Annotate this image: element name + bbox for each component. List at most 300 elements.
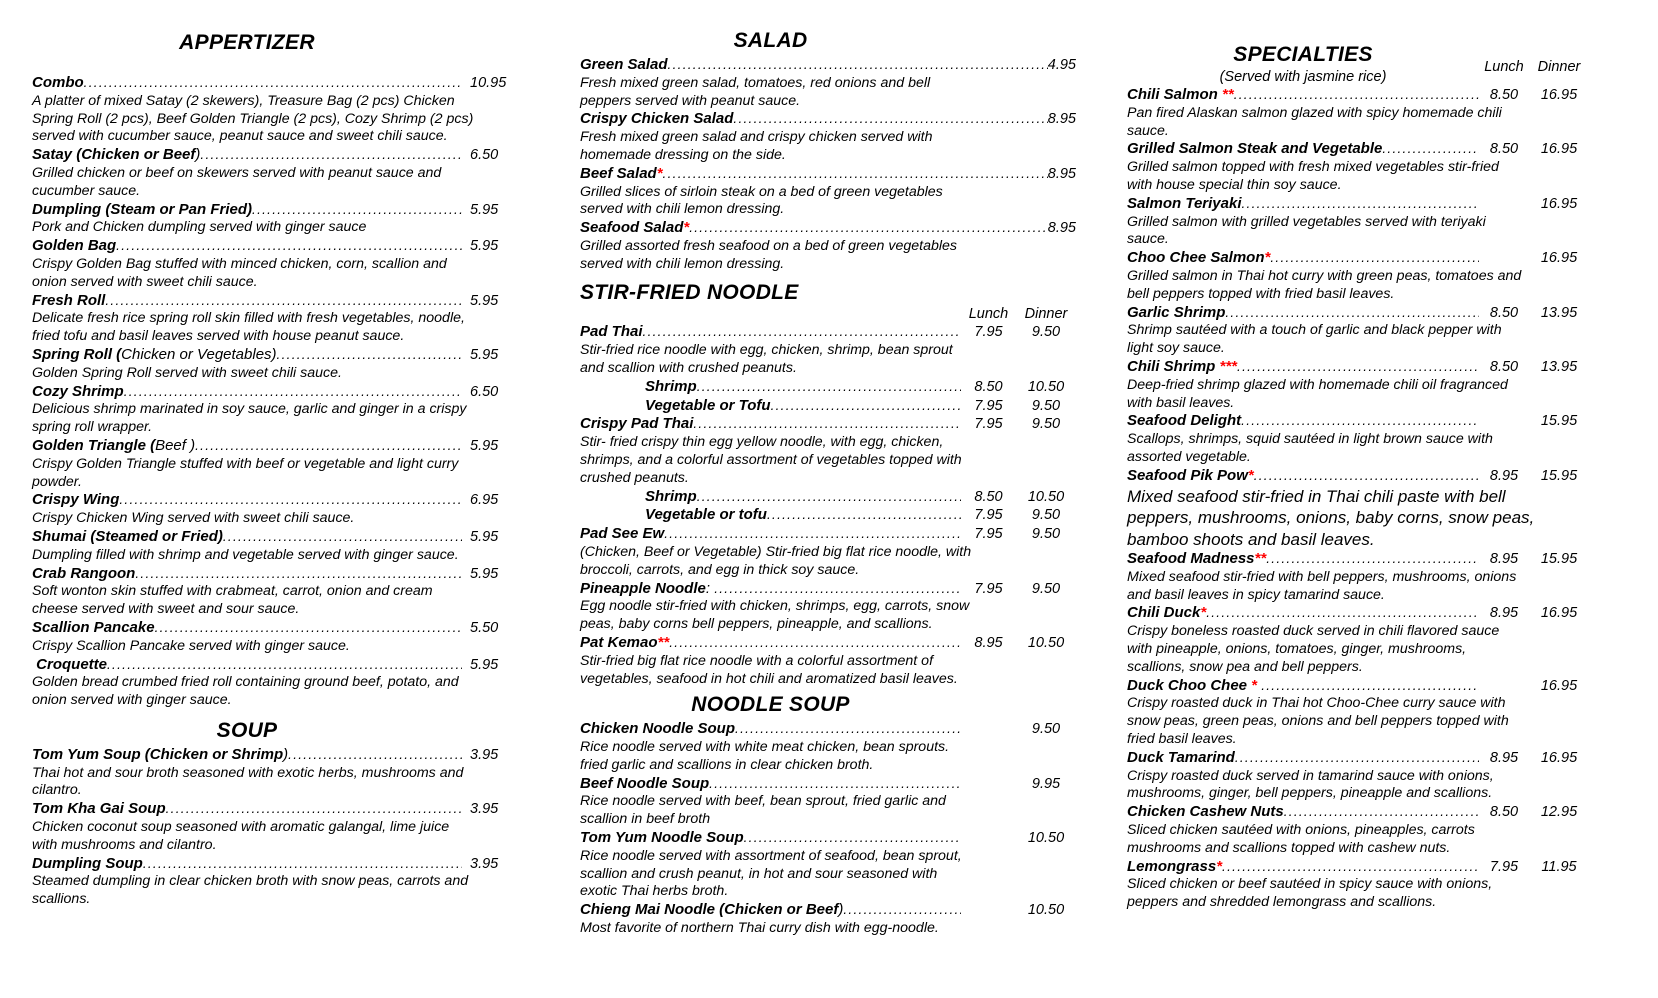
item-name: Crab Rangoon — [32, 564, 136, 582]
item-name-group — [32, 619, 155, 637]
item-name: Croquette — [32, 655, 107, 673]
item-name-secondary: Beef ) — [155, 436, 196, 454]
menu-item — [580, 506, 1076, 525]
item-name: Crispy Pad Thai — [580, 415, 694, 433]
item-description: Rice noodle served with white meat chicken, bean sprouts. fried garlic and scallions in clear chicken broth. — [580, 739, 950, 773]
item-description: Stir-fried big flat rice noodle with a colorful assortment of vegetables, seafood in hot chili and aromatized basil leaves. — [580, 652, 958, 687]
item-price-dinner: 9.50 — [1031, 526, 1061, 543]
item-row — [32, 746, 548, 765]
dot-leader — [1266, 550, 1479, 568]
item-row — [580, 580, 1076, 599]
menu-item — [580, 323, 1076, 377]
item-row — [32, 437, 548, 456]
item-name: Golden Triangle ( — [32, 436, 156, 454]
item-name-group — [645, 506, 767, 524]
item-name-group — [32, 746, 288, 764]
dot-leader — [1270, 249, 1479, 267]
menu-item — [580, 397, 1076, 416]
item-description: (Chicken, Beef or Vegetable) Stir-fried big flat rice noodle, with broccoli, carrots, and egg in thick soy sauce. — [580, 543, 972, 578]
item-name-group — [32, 74, 84, 92]
item-name-group — [1127, 86, 1234, 104]
item-description: Fresh mixed green salad, tomatoes, red onions and bell peppers served with peanut sauce. — [580, 74, 931, 109]
menu-item — [32, 346, 548, 383]
dot-leader — [697, 378, 961, 396]
menu-column-left — [32, 0, 548, 909]
dot-leader — [135, 565, 462, 583]
menu-item — [580, 488, 1076, 507]
item-description: Golden Spring Roll served with sweet chili sauce. — [32, 364, 342, 381]
menu-item — [32, 746, 548, 800]
item-price-lunch: 8.50 — [974, 378, 1003, 395]
item-description: Most favorite of northern Thai curry dish with egg-noodle. — [580, 920, 939, 937]
item-name-group — [1127, 550, 1266, 568]
item-row — [32, 292, 548, 311]
dot-leader — [1284, 803, 1479, 821]
menu-item — [1127, 749, 1589, 803]
menu-item — [32, 800, 548, 854]
item-description: Golden bread crumbed fried roll containing ground beef, potato, and onion served with ginger sauce. — [32, 674, 459, 709]
item-row — [1127, 858, 1589, 877]
item-name-group — [32, 146, 200, 164]
item-name-group — [1127, 249, 1270, 267]
item-spice-asterisks: * — [1200, 604, 1207, 622]
item-name: Beef Salad — [580, 164, 657, 182]
item-name-group — [32, 528, 223, 546]
item-name-group — [32, 201, 252, 219]
item-price-dinner: 10.50 — [1027, 488, 1065, 505]
menu-item — [32, 491, 548, 528]
dot-leader — [143, 855, 462, 873]
item-name: Pineapple Noodle — [580, 579, 706, 597]
item-price-lunch: 8.95 — [1489, 749, 1519, 766]
item-name-group — [580, 829, 744, 847]
menu-item — [32, 74, 548, 146]
dot-leader — [693, 415, 961, 433]
item-name-group — [1127, 140, 1382, 158]
item-row — [580, 775, 1076, 794]
item-price-lunch: 8.50 — [1489, 141, 1519, 158]
item-row — [1127, 749, 1589, 768]
item-price: 5.95 — [470, 238, 499, 255]
item-row — [580, 525, 1076, 544]
item-price-dinner: 16.95 — [1540, 87, 1578, 103]
menu-item — [32, 656, 548, 710]
dot-leader — [1235, 749, 1479, 767]
section-title: APPERTIZER — [179, 31, 315, 54]
menu-item — [1127, 249, 1589, 303]
item-description: Deep-fried shrimp glazed with homemade chili oil fragranced with basil leaves. — [1127, 376, 1508, 411]
dot-leader — [252, 201, 462, 219]
item-row — [32, 146, 548, 165]
item-price-lunch: 8.50 — [1489, 358, 1519, 375]
price-header-dinner: Dinner — [1024, 305, 1068, 322]
item-name-group — [1127, 677, 1261, 695]
item-name: Vegetable or Tofu — [645, 396, 771, 414]
section-subtitle: (Served with jasmine rice) — [1219, 69, 1387, 85]
item-name: Garlic Shrimp — [1127, 303, 1226, 321]
dot-leader — [714, 580, 961, 598]
item-spice-asterisks: ** — [1254, 550, 1267, 568]
item-description: Delicate fresh rice spring roll skin filled with fresh vegetables, noodle, fried tofu and basil leaves served with house peanut sauce. — [32, 310, 465, 345]
dot-leader — [669, 634, 961, 652]
item-price-dinner: 12.95 — [1540, 804, 1578, 821]
item-row — [1127, 195, 1589, 214]
item-name-secondary: ) — [195, 146, 201, 164]
item-row — [580, 488, 1076, 507]
item-row — [580, 506, 1076, 525]
item-price-dinner: 16.95 — [1540, 749, 1578, 766]
item-row — [32, 565, 548, 584]
item-row — [32, 346, 548, 365]
item-name: Chili Salmon — [1127, 86, 1218, 103]
item-name-group — [32, 437, 195, 455]
item-name-group — [1127, 604, 1206, 622]
item-name-group — [580, 415, 693, 433]
item-name: Chieng Mai Noodle (Chicken or Beef — [580, 901, 839, 919]
item-description: Grilled salmon in Thai hot curry with green peas, tomatoes and bell peppers topped with fried basil leaves. — [1127, 267, 1522, 302]
item-row — [1127, 412, 1589, 431]
item-spice-asterisks: *** — [1215, 357, 1238, 375]
item-name-group — [580, 580, 714, 598]
item-name: Dumpling (Steam or Pan Fried) — [32, 200, 253, 218]
item-price: 10.95 — [470, 75, 507, 91]
item-description: Mixed seafood stir-fried with bell peppers, mushrooms, onions and basil leaves in spicy tamarind sauce. — [1127, 568, 1517, 603]
item-price-dinner: 9.95 — [1031, 775, 1061, 792]
item-row — [32, 656, 548, 675]
item-description: Grilled assorted fresh seafood on a bed of green vegetables served with chili lemon dressing. — [580, 237, 958, 272]
item-price-dinner: 13.95 — [1540, 304, 1578, 321]
item-row — [32, 528, 548, 547]
item-name-group — [32, 855, 143, 873]
item-price-dinner: 10.50 — [1027, 902, 1065, 919]
item-price-dinner: 16.95 — [1540, 677, 1578, 694]
item-name: Seafood Madness — [1127, 550, 1255, 568]
item-price-dinner: 15.95 — [1540, 413, 1578, 430]
menu-item — [1127, 304, 1589, 358]
item-description: Grilled slices of sirloin steak on a bed of green vegetables served with chili lemon dressing. — [580, 183, 943, 218]
dot-leader — [843, 901, 961, 919]
section-title: SALAD — [733, 29, 808, 52]
item-description: Crispy roasted duck served in tamarind sauce with onions, mushrooms, ginger, bell peppers, pineapple and scallions. — [1127, 767, 1494, 802]
item-name: Golden Bag — [32, 237, 117, 255]
item-name-group — [1127, 358, 1237, 376]
item-name-group — [580, 56, 668, 74]
item-price-dinner: 16.95 — [1540, 195, 1578, 212]
menu-section — [32, 30, 548, 710]
menu-item — [32, 855, 548, 909]
menu-item — [32, 528, 548, 565]
dot-leader — [1206, 604, 1479, 622]
menu-item — [32, 565, 548, 619]
item-name-group — [580, 901, 843, 919]
dot-leader — [1241, 412, 1479, 430]
item-name-group — [32, 656, 107, 674]
item-name-secondary: : — [705, 579, 715, 597]
item-description: Crispy Chicken Wing served with sweet chili sauce. — [32, 510, 355, 527]
menu-item — [1127, 550, 1589, 604]
item-price: 5.95 — [470, 565, 499, 582]
item-row — [1127, 358, 1589, 377]
menu-item — [580, 56, 1076, 110]
item-row — [580, 901, 1076, 920]
item-description: Pan fired Alaskan salmon glazed with spicy homemade chili sauce. — [1127, 104, 1502, 139]
item-row — [1127, 550, 1589, 569]
item-name: Shrimp — [645, 487, 697, 505]
dot-leader — [1261, 677, 1479, 695]
dot-leader — [697, 488, 961, 506]
item-row — [1127, 803, 1589, 822]
dot-leader — [119, 491, 462, 509]
item-description: Stir-fried rice noodle with egg, chicken, shrimp, bean sprout and scallion with crushed peanuts. — [580, 342, 953, 376]
item-description: Chicken coconut soup seasoned with aromatic galangal, lime juice with mushrooms and cilantro. — [32, 819, 450, 853]
item-name: Fresh Roll — [32, 291, 106, 309]
item-name-group — [32, 491, 119, 509]
menu-item — [32, 292, 548, 346]
item-description: Delicious shrimp marinated in soy sauce, garlic and ginger in a crispy spring roll wrapper. — [32, 401, 467, 436]
menu-item — [32, 437, 548, 491]
item-price: 5.95 — [470, 201, 499, 218]
item-name: Grilled Salmon Steak and Vegetable — [1127, 140, 1383, 158]
item-price: 6.50 — [470, 147, 499, 164]
item-name: Green Salad — [580, 56, 668, 73]
item-name: Duck Choo Chee — [1127, 676, 1248, 694]
item-price-lunch: 8.95 — [1489, 551, 1519, 568]
item-price-lunch: 7.95 — [974, 416, 1003, 433]
item-row — [32, 619, 548, 638]
item-name: Salmon Teriyaki — [1127, 194, 1242, 212]
item-description: Scallops, shrimps, squid sautéed in light brown sauce with assorted vegetable. — [1127, 431, 1493, 465]
item-name: Chili Shrimp — [1127, 357, 1216, 375]
section-title: SPECIALTIES — [1233, 43, 1373, 66]
item-name-secondary: ) — [838, 901, 844, 919]
dot-leader — [1242, 195, 1480, 213]
menu-item — [1127, 358, 1589, 412]
item-name: Tom Kha Gai Soup — [32, 800, 166, 818]
menu-item — [1127, 86, 1589, 140]
item-price: 5.95 — [470, 437, 499, 454]
menu-section — [1127, 42, 1589, 912]
item-row — [580, 634, 1076, 653]
dot-leader — [771, 397, 961, 415]
item-name: Lemongrass — [1127, 857, 1217, 875]
item-row — [580, 165, 1076, 184]
item-name: Beef Noodle Soup — [580, 774, 710, 792]
item-row — [32, 800, 548, 819]
item-description: Dumpling filled with shrimp and vegetable served with ginger sauce. — [32, 546, 459, 563]
item-price-dinner: 10.50 — [1027, 378, 1065, 395]
menu-item — [1127, 467, 1589, 550]
item-price-lunch: 7.95 — [974, 397, 1003, 414]
item-name: Shrimp — [645, 377, 697, 395]
dot-leader — [668, 56, 1048, 74]
menu-item — [32, 201, 548, 238]
dot-leader — [107, 656, 462, 674]
item-name-group — [580, 323, 643, 341]
item-price-dinner: 13.95 — [1540, 358, 1578, 375]
dot-leader — [288, 746, 462, 764]
item-name: Pat Kemao — [580, 633, 658, 651]
item-row — [580, 397, 1076, 416]
item-name: Pad Thai — [580, 323, 643, 341]
item-price-dinner: 9.50 — [1031, 324, 1061, 341]
dot-leader — [124, 383, 462, 401]
item-name-group — [1127, 858, 1222, 876]
item-price-dinner: 16.95 — [1540, 250, 1578, 267]
item-row — [580, 219, 1076, 238]
item-price-lunch: 8.50 — [1489, 304, 1519, 321]
dot-leader — [200, 146, 462, 164]
item-name-group — [580, 634, 669, 652]
item-spice-asterisks: * — [1264, 249, 1271, 267]
item-name-group — [32, 346, 277, 364]
item-price: 5.95 — [470, 346, 499, 363]
item-description: Crispy Golden Bag stuffed with minced chicken, corn, scallion and onion served with sweet chili sauce. — [32, 255, 447, 290]
item-row — [1127, 140, 1589, 159]
item-spice-asterisks: * — [1247, 676, 1262, 694]
item-description: Grilled salmon with grilled vegetables served with teriyaki sauce. — [1127, 213, 1486, 248]
menu-section — [580, 280, 1076, 689]
item-description: Mixed seafood stir-fried in Thai chili paste with bell peppers, mushrooms, onions, baby corns, snow peas, bamboo shoots and basil leaves. — [1127, 486, 1535, 549]
item-name: Tom Yum Noodle Soup — [580, 829, 744, 847]
menu-item — [580, 165, 1076, 219]
menu-item — [32, 383, 548, 437]
menu-section — [580, 692, 1076, 938]
item-row — [1127, 467, 1589, 486]
item-row — [1127, 604, 1589, 623]
dot-leader — [663, 165, 1048, 183]
item-price: 4.95 — [1047, 57, 1076, 73]
item-price-dinner: 16.95 — [1540, 141, 1578, 158]
section-title-wrap — [1127, 42, 1479, 86]
item-row — [1127, 86, 1589, 105]
item-row — [580, 323, 1076, 342]
menu-item — [32, 146, 548, 200]
menu-item — [580, 415, 1076, 487]
dot-leader — [735, 720, 961, 738]
item-name-group — [32, 292, 105, 310]
item-price-dinner: 11.95 — [1541, 858, 1577, 875]
item-name: Crispy Chicken Salad — [580, 110, 734, 128]
dot-leader — [767, 506, 961, 524]
item-name-group — [32, 565, 135, 583]
section-header — [1127, 42, 1589, 86]
menu-item — [32, 619, 548, 656]
menu-item — [580, 901, 1076, 938]
dot-leader — [1382, 140, 1479, 158]
item-name-group — [580, 775, 709, 793]
item-name: Combo — [32, 74, 84, 91]
item-name: Duck Tamarind — [1127, 748, 1235, 766]
item-price: 3.95 — [470, 855, 499, 872]
price-header-row — [580, 306, 1076, 324]
item-name-group — [580, 165, 663, 183]
item-price-lunch: 8.95 — [1489, 467, 1519, 484]
item-price-lunch: 8.50 — [974, 488, 1003, 505]
item-description: Crispy Golden Triangle stuffed with beef or vegetable and light curry powder. — [32, 455, 459, 490]
dot-leader — [223, 528, 462, 546]
item-spice-asterisks: * — [656, 164, 663, 182]
item-price: 8.95 — [1047, 165, 1076, 182]
item-price-dinner: 9.50 — [1031, 721, 1061, 738]
dot-leader — [733, 110, 1047, 128]
item-price-lunch: 7.95 — [1489, 858, 1519, 875]
item-name: Choo Chee Salmon — [1127, 249, 1265, 267]
menu-item — [1127, 803, 1589, 857]
item-name: Spring Roll ( — [32, 345, 122, 363]
item-price: 6.95 — [470, 492, 499, 509]
item-description: Rice noodle served with assortment of seafood, bean sprout, scallion and crush peanut, in hot and sour seasoned with exotic Thai herbs broth. — [580, 847, 962, 900]
dot-leader — [166, 800, 462, 818]
item-description: Grilled salmon topped with fresh mixed vegetables stir-fried with house special thin soy sauce. — [1127, 159, 1499, 193]
item-price: 5.95 — [470, 528, 499, 545]
item-name-group — [1127, 467, 1254, 485]
item-name: Seafood Delight — [1127, 412, 1242, 430]
dot-leader — [643, 323, 961, 341]
item-name-group — [32, 383, 124, 401]
item-name-group — [580, 219, 689, 237]
menu-column-right — [1127, 0, 1589, 912]
item-description: Egg noodle stir-fried with chicken, shrimps, egg, carrots, snow peas, baby corns bell peppers, pineapple, and scallions. — [580, 598, 970, 633]
item-price-lunch: 7.95 — [974, 526, 1003, 543]
menu-item — [1127, 677, 1589, 749]
item-name: Seafood Salad — [580, 219, 684, 237]
price-header-spacer — [580, 306, 961, 324]
item-row — [580, 110, 1076, 129]
menu-item — [580, 378, 1076, 397]
dot-leader — [1254, 467, 1479, 485]
item-name: Seafood Pik Pow — [1127, 466, 1248, 484]
item-description: Fresh mixed green salad and crispy chicken served with homemade dressing on the side. — [580, 129, 933, 163]
price-header-lunch: Lunch — [1484, 59, 1524, 75]
item-name-group — [32, 800, 166, 818]
item-row — [580, 378, 1076, 397]
item-name: Dumpling Soup — [32, 854, 143, 872]
item-price-dinner: 9.50 — [1031, 580, 1061, 597]
item-name: Vegetable or tofu — [645, 506, 767, 524]
dot-leader — [689, 219, 1048, 237]
menu-section — [32, 718, 548, 909]
item-name: Chicken Noodle Soup — [580, 720, 736, 738]
item-name: Tom Yum Soup (Chicken or Shrimp — [32, 745, 284, 763]
dot-leader — [709, 775, 961, 793]
item-price-dinner: 15.95 — [1540, 551, 1578, 568]
item-name-group — [1127, 803, 1284, 821]
dot-leader — [116, 237, 462, 255]
item-price: 5.95 — [470, 292, 499, 309]
dot-leader — [1237, 358, 1479, 376]
item-price-dinner: 10.50 — [1027, 830, 1065, 847]
item-name: Shumai (Steamed or Fried) — [32, 527, 223, 545]
item-spice-asterisks: * — [1247, 466, 1254, 484]
section-title: NOODLE SOUP — [691, 693, 850, 717]
item-description: Crispy Scallion Pancake served with ginger sauce. — [32, 637, 350, 654]
item-name-group — [645, 488, 697, 506]
menu-item — [580, 580, 1076, 634]
menu-item — [580, 634, 1076, 688]
item-description: Thai hot and sour broth seasoned with exotic herbs, mushrooms and cilantro. — [32, 764, 464, 799]
item-price-lunch: 8.50 — [1489, 87, 1519, 103]
item-name-group — [1127, 195, 1242, 213]
item-description: Shrimp sautéed with a touch of garlic and black pepper with light soy sauce. — [1127, 322, 1502, 357]
menu-item — [1127, 195, 1589, 249]
price-header-dinner: Dinner — [1537, 59, 1581, 75]
item-row — [32, 201, 548, 220]
menu-item — [580, 720, 1076, 774]
item-description: Steamed dumpling in clear chicken broth with snow peas, carrots and scallions. — [32, 873, 469, 908]
item-name-secondary: Chicken or Vegetables) — [121, 345, 277, 363]
menu-item — [32, 237, 548, 291]
item-spice-asterisks: * — [683, 219, 690, 237]
